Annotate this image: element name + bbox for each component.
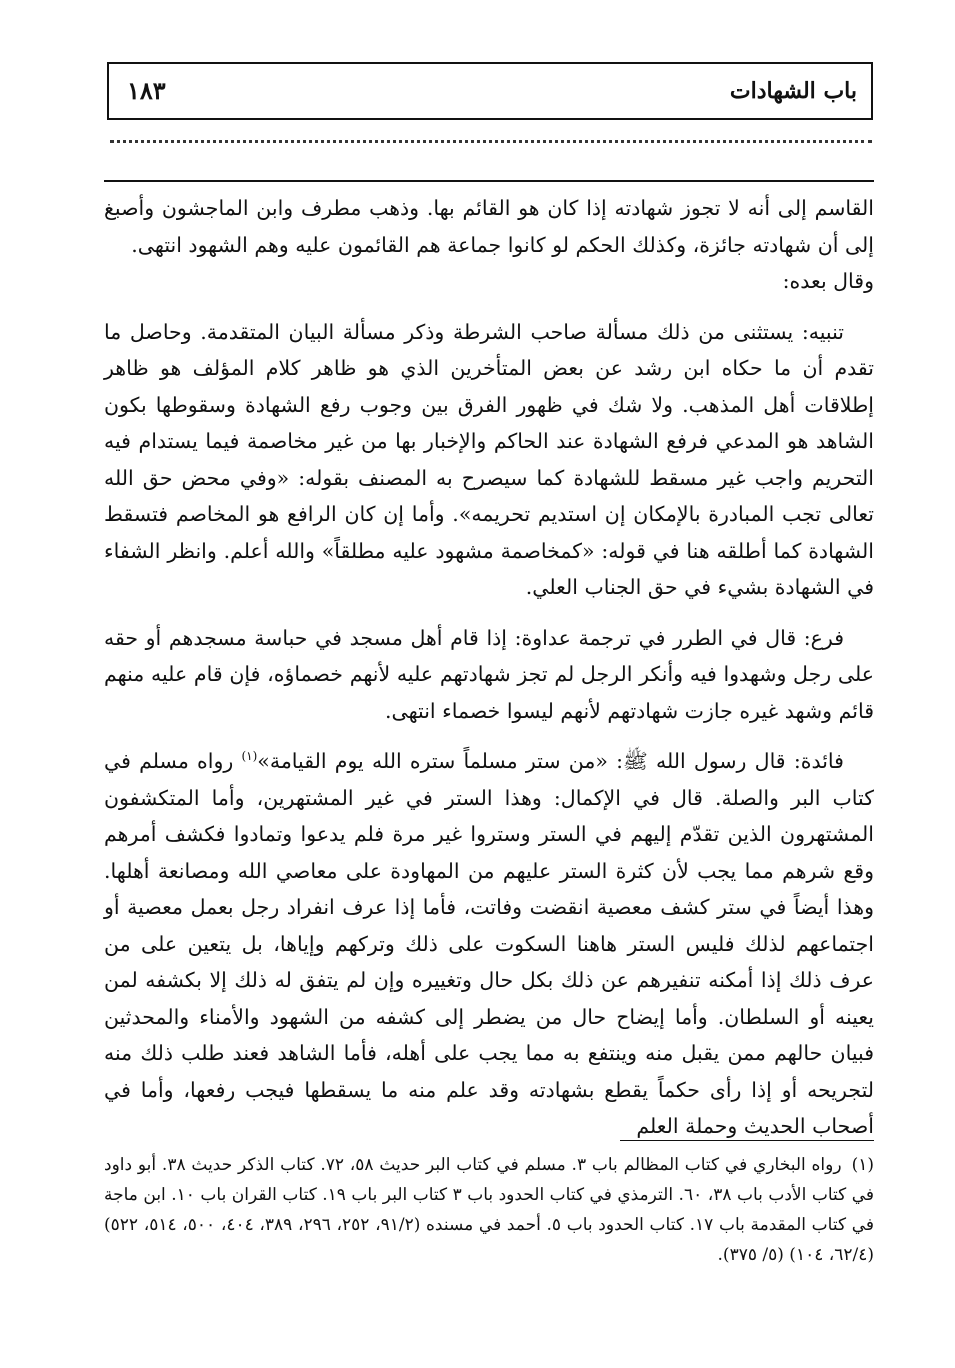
footnote <box>104 1150 874 1270</box>
top-rule <box>104 180 874 182</box>
faida-text-rest: رواه مسلم في كتاب البر والصلة. قال في الإكمال: وهذا الستر في غير المشتهرين، وأما المتكشفون المشتهرون الذين تقدّم إليهم في الستر وستروا غير مرة فلم يدعوا وتمادوا فكشف أمرهم وقع شرهم مما يجب لأن كثرة الستر عليهم من المهاودة على معاصي الله ومصانعة أهلها. وهذا أيضاً في ستر كشف معصية انقضت وفاتت، فأما إذا عرف انفراد رجل بعمل معصية أو اجتماعهم لذلك فليس الستر هاهنا السكوت على ذلك وتركهم وإياها، بل يتعين على من عرف ذلك إذا أمكنه تنفيرهم عن ذلك بكل حال وتغييره وإن لم يتفق له ذلك إلا بكشفه لمن يعينه أو السلطان. وأما إيضاح حال من يضطر إلى كشفه من الشهود والأمناء والمحدثين فبيان حالهم ممن يقبل منه وينتفع به مما يجب على أهله، فأما الشاهد فعند طلب ذلك منه لتجريحه أو إذا رأى حكماً يقطع بشهادته وقد علم منه ما يسقطها فيجب رفعها، وأما في أصحاب الحديث وحملة العلم <box>104 749 874 1138</box>
running-header <box>107 62 873 120</box>
paragraph-tanbih: تنبيه: يستثنى من ذلك مسألة صاحب الشرطة وذكر مسألة البيان المتقدمة. وحاصل ما تقدم أن ما حكاه ابن رشد عن بعض المتأخرين الذي هو ظاهر كلام المؤلف هو ظاهر إطلاقات أهل المذهب. ولا شك في ظهور الفرق بين وجوب رفع الشهادة وسقوطها بكون الشاهد هو المدعي فرفع الشهادة عند الحاكم والإخبار بها من غير مخاصمة فيما يستدام فيه التحريم واجب غير مسقط للشهادة كما سيصرح به المصنف بقوله: «وفي محض حق الله تعالى تجب المبادرة بالإمكان إن استديم تحريمه». وأما إن كان الرافع هو المخاصم فتسقط الشهادة كما أطلقه هنا في قوله: «كمخاصمة مشهود عليه مطلقاً» والله أعلم. وانظر الشفاء في الشهادة بشيء في حق الجناب العلي. <box>104 319 874 599</box>
paragraph-1: القاسم إلى أنه لا تجوز شهادته إذا كان هو القائم بها. وذهب مطرف وابن الماجشون وأصبغ إلى أن شهادته جائزة، وكذلك الحكم لو كانوا جماعة هم القائمون عليه وهم الشهود انتهى. <box>104 196 874 257</box>
faida-text-start: فائدة: قال رسول الله ﷺ: «من ستر مسلماً ستره الله يوم القيامة» <box>257 749 844 773</box>
footnote-reference: (١) <box>241 749 258 764</box>
paragraph-far: فرع: قال في الطرر في ترجمة عداوة: إذا قام أهل مسجد في حباسة مسجدهم أو حقه على رجل وشهدوا فيه وأنكر الرجل لم تجز شهادتهم عليه لأنهم خصماؤه، فإن قام عليه منهم قائم وشهد غيره جازت شهادتهم لأنهم ليسوا خصماء انتهى. <box>104 625 874 723</box>
footnote-text: رواه البخاري في كتاب المظالم باب ٣. مسلم في كتاب البر حديث ٥٨، ٧٢. كتاب الذكر حديث ٣٨. أبو داود في كتاب الأدب باب ٣٨، ٦٠. الترمذي في كتاب الحدود باب ٣ كتاب البر باب ١٩. كتاب القران باب ١٠. ابن ماجة في كتاب المقدمة باب ١٧. كتاب الحدود باب ٥. أحمد في مسنده (٩١/٢، ٢٥٢، ٢٩٦، ٣٨٩، ٤٠٤، ٥٠٠، ٥١٤، ٥٢٢) (٦٢/٤، ١٠٤) (٥/ ٣٧٥). <box>104 1155 875 1265</box>
page-number: ١٨٣ <box>127 76 166 105</box>
paragraph-2: وقال بعده: <box>782 269 874 293</box>
footnote-marker: (١) <box>851 1155 874 1175</box>
footnote-rule <box>620 1140 874 1141</box>
chapter-title: باب الشهادات <box>729 78 857 104</box>
dotted-divider <box>110 140 872 143</box>
main-text <box>104 190 874 1145</box>
paragraph-faida <box>104 743 874 1145</box>
